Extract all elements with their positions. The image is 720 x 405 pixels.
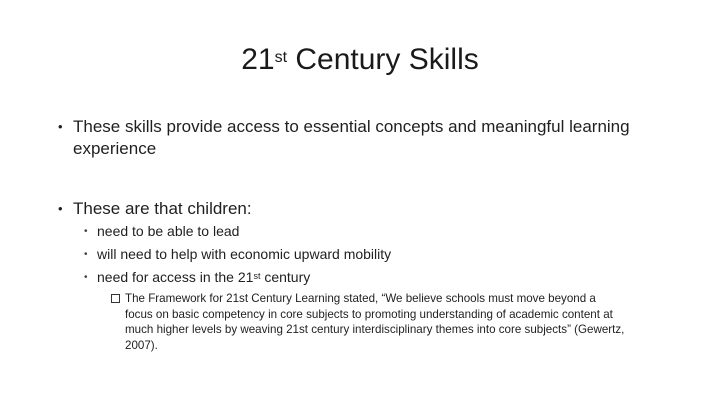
bullet-icon: •	[84, 272, 88, 283]
sub-bullet-item	[84, 245, 391, 264]
bullet-icon: •	[58, 119, 63, 134]
bullet-icon: •	[58, 201, 63, 216]
bullet-icon: •	[84, 226, 88, 237]
sub-bullet-suffix: century	[260, 269, 311, 285]
title-suffix: Century Skills	[287, 43, 479, 76]
sub-bullet-item	[84, 222, 239, 241]
sub-bullet-text: need to be able to lead	[97, 223, 240, 239]
quote-item	[111, 291, 625, 353]
title-superscript: st	[274, 49, 288, 66]
bullet-text: These skills provide access to essential concepts and meaningful learning experience	[73, 117, 630, 158]
sub-bullet-superscript: st	[253, 271, 261, 281]
bullet-icon: •	[84, 249, 88, 260]
bullet-text: These are that children:	[73, 199, 252, 218]
sub-bullet-item	[84, 268, 310, 287]
bullet-item	[58, 116, 658, 160]
hollow-square-bullet-icon	[111, 294, 120, 303]
sub-bullet-text	[97, 268, 310, 287]
title-prefix: 21	[241, 43, 275, 76]
sub-bullet-prefix: need for access in the 21	[97, 269, 254, 285]
bullet-item	[58, 198, 658, 220]
sub-bullet-text: will need to help with economic upward mobility	[97, 246, 392, 262]
slide-title	[0, 40, 720, 80]
quote-text: The Framework for 21st Century Learning stated, “We believe schools must move beyond a focus on basic competency in core subjects to promoting understanding of academic content at much higher levels by weaving 21st century interdisciplinary themes into core subjects” (Gewertz, 2007).	[125, 292, 625, 352]
